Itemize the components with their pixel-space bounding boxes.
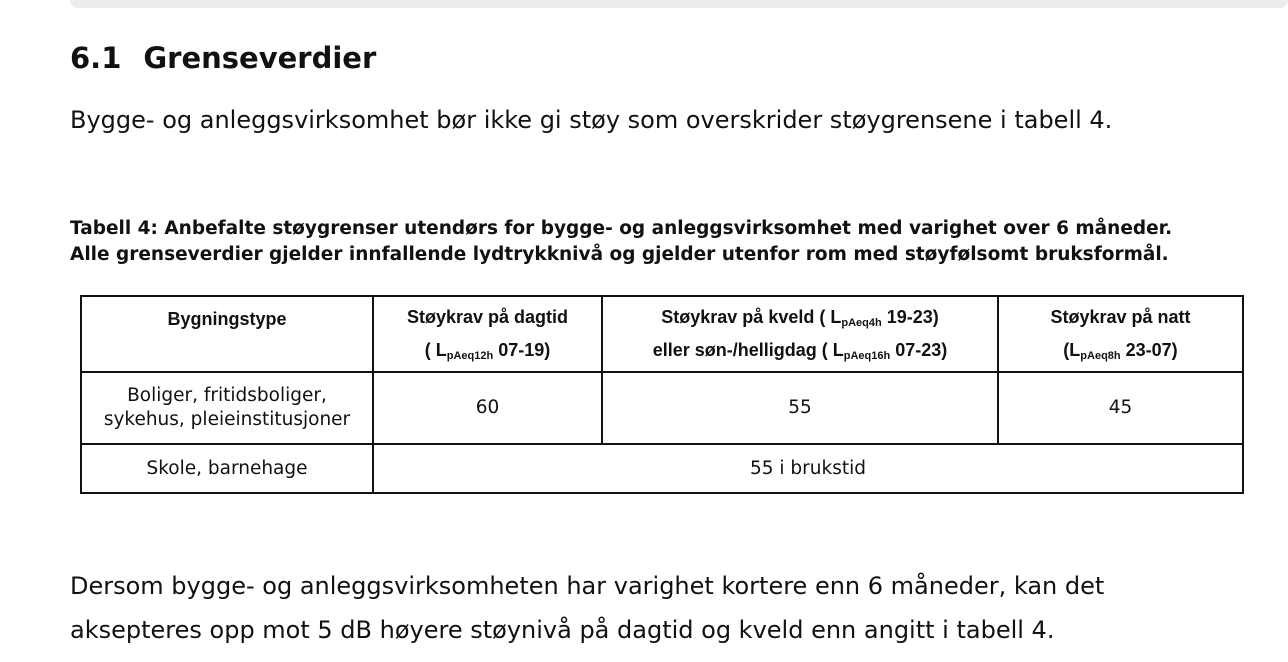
table-row	[81, 372, 1243, 444]
header-evening	[602, 296, 998, 372]
header-holiday-pre: eller søn-/helligdag ( L	[652, 340, 844, 360]
table-header-row	[81, 296, 1243, 372]
header-building-type	[81, 296, 373, 372]
cell-night-value: 45	[998, 372, 1243, 444]
header-evening-tail: 19-23)	[881, 307, 939, 327]
header-holiday-sub: pAeq16h	[843, 350, 891, 362]
closing-paragraph-line1: Dersom bygge- og anleggsvirksomheten har varighet kortere enn 6 måneder, kan det	[70, 572, 1105, 600]
header-day-line2	[378, 334, 597, 367]
cell-merged-value: 55 i brukstid	[373, 444, 1243, 493]
header-night-tail: 23-07)	[1120, 340, 1178, 360]
section-title: Grenseverdier	[143, 41, 377, 75]
cell-building-type: Skole, barnehage	[81, 444, 373, 493]
table-caption-line2: Alle grenseverdier gjelder innfallende lydtrykknivå og gjelder utenfor rom med støyfølsomt bruksformål.	[70, 244, 1169, 265]
cell-evening-value: 55	[602, 372, 998, 444]
header-holiday-tail: 07-23)	[890, 340, 948, 360]
table-caption	[70, 216, 1172, 268]
header-day-line1: Støykrav på dagtid	[406, 307, 569, 327]
header-evening-pre: Støykrav på kveld ( L	[661, 307, 842, 327]
header-day-tail: 07-19)	[493, 340, 551, 360]
section-number: 6.1	[70, 41, 122, 75]
cell-building-type-line1: Boliger, fritidsboliger,	[127, 385, 327, 406]
cell-day-value: 60	[373, 372, 602, 444]
table-row	[81, 444, 1243, 493]
header-building-type-label: Bygningstype	[167, 308, 287, 329]
header-night-sub: pAeq8h	[1080, 350, 1121, 362]
previous-content-band	[70, 0, 1288, 8]
header-evening-line1	[607, 301, 993, 334]
header-night-line2	[1003, 334, 1238, 367]
header-night-line1: Støykrav på natt	[1050, 307, 1191, 327]
cell-building-type	[81, 372, 373, 444]
section-heading	[70, 38, 376, 78]
header-day-sub: pAeq12h	[446, 350, 494, 362]
table-caption-line1: Tabell 4: Anbefalte støygrenser utendørs for bygge- og anleggsvirksomhet med varighet over 6 måneder.	[70, 218, 1173, 239]
header-evening-line2	[607, 334, 993, 367]
header-day-open: ( L	[424, 340, 447, 360]
header-night-open: (L	[1063, 340, 1081, 360]
header-evening-sub: pAeq4h	[841, 317, 882, 329]
cell-building-type-line2: sykehus, pleieinstitusjoner	[103, 409, 351, 430]
noise-limits-table	[80, 295, 1244, 494]
intro-paragraph: Bygge- og anleggsvirksomhet bør ikke gi støy som overskrider støygrensene i tabell 4.	[70, 106, 1113, 134]
header-day	[373, 296, 602, 372]
closing-paragraph-line2: aksepteres opp mot 5 dB høyere støynivå på dagtid og kveld enn angitt i tabell 4.	[70, 616, 1055, 644]
closing-paragraph	[70, 564, 1104, 652]
header-night	[998, 296, 1243, 372]
